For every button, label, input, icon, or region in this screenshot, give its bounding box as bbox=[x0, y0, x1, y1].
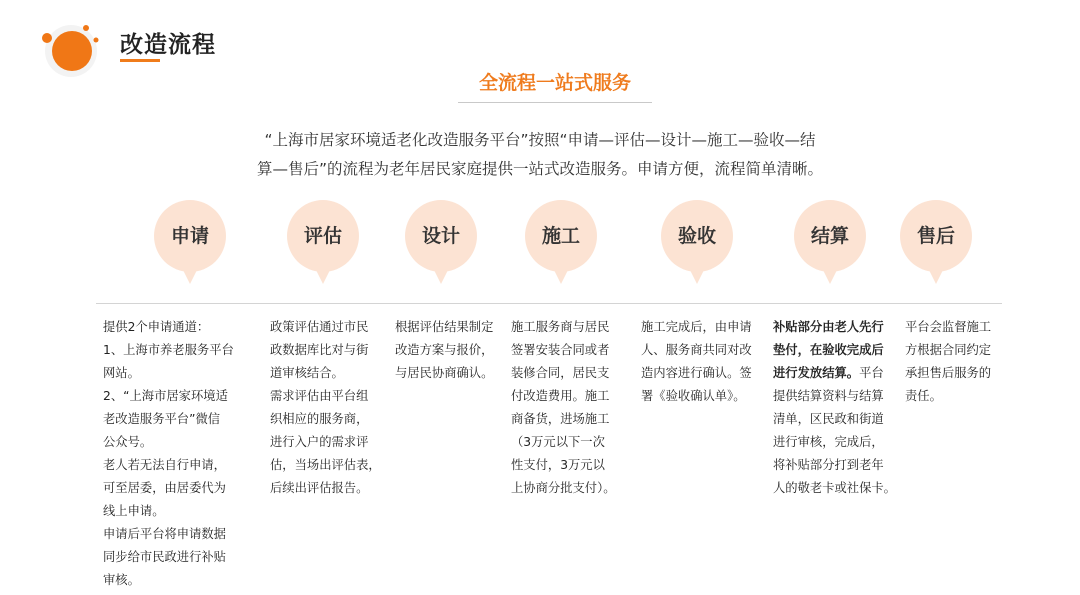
desc-line: 道审核结合。 bbox=[270, 366, 344, 380]
desc-line: 政数据库比对与街 bbox=[270, 343, 369, 357]
desc-line: 签署安装合同或者 bbox=[511, 343, 610, 357]
desc-line-bold: 垫付，在验收完成后 bbox=[773, 343, 884, 357]
desc-line: 进行入户的需求评 bbox=[270, 435, 369, 449]
step-construction bbox=[523, 200, 599, 286]
subtitle: 全流程一站式服务 bbox=[478, 72, 631, 94]
desc-line: 装修合同，居民支 bbox=[511, 366, 610, 380]
step-label: 申请 bbox=[170, 225, 209, 247]
step-assess bbox=[285, 200, 361, 286]
title-underline bbox=[120, 59, 160, 62]
desc-line: 提供2个申请通道： bbox=[103, 320, 210, 334]
step-acceptance bbox=[659, 200, 735, 286]
desc-line: 2、“上海市居家环境适 bbox=[103, 389, 228, 403]
assess-description bbox=[270, 316, 381, 500]
desc-line: 平台会监督施工 bbox=[905, 320, 992, 334]
desc-line: 进行审核，完成后， bbox=[773, 435, 884, 449]
desc-line: 政策评估通过市民 bbox=[270, 320, 369, 334]
desc-line: 申请后平台将申请数据 bbox=[103, 527, 226, 541]
acceptance-description bbox=[641, 316, 752, 408]
desc-line: 方根据合同约定 bbox=[905, 343, 992, 357]
desc-line: 上协商分批支付）。 bbox=[511, 481, 616, 495]
after-sales-description bbox=[905, 316, 991, 408]
desc-line: 将补贴部分打到老年 bbox=[773, 458, 884, 472]
intro-line-2: 算—售后”的流程为老年居民家庭提供一站式改造服务。申请方便，流程简单清晰。 bbox=[256, 160, 824, 178]
desc-line: 性支付，3万元以 bbox=[511, 458, 605, 472]
step-label: 售后 bbox=[916, 225, 955, 247]
step-label: 施工 bbox=[541, 225, 580, 247]
desc-line: 后续出评估报告。 bbox=[270, 481, 369, 495]
desc-line: 责任。 bbox=[905, 389, 942, 403]
desc-line: 同步给市民政进行补贴 bbox=[103, 550, 226, 564]
desc-line: 公众号。 bbox=[103, 435, 153, 449]
step-settlement bbox=[792, 200, 868, 286]
settlement-description bbox=[773, 316, 896, 500]
step-label: 验收 bbox=[677, 225, 716, 247]
desc-line: 可至居委，由居委代为 bbox=[103, 481, 226, 495]
intro-line-1: “上海市居家环境适老化改造服务平台”按照“申请—评估—设计—施工—验收—结 bbox=[264, 131, 816, 149]
desc-line: 付改造费用。施工 bbox=[511, 389, 610, 403]
desc-line: 线上申请。 bbox=[103, 504, 165, 518]
subtitle-divider bbox=[458, 102, 652, 103]
desc-line: 人、服务商共同对改 bbox=[641, 343, 752, 357]
construction-description bbox=[511, 316, 616, 500]
desc-line: 署《验收确认单》。 bbox=[641, 389, 746, 403]
page-title: 改造流程 bbox=[120, 32, 216, 58]
desc-line: 网站。 bbox=[103, 366, 140, 380]
desc-line: 施工服务商与居民 bbox=[511, 320, 610, 334]
step-design bbox=[403, 200, 479, 286]
desc-line: 与居民协商确认。 bbox=[395, 366, 494, 380]
step-label: 结算 bbox=[810, 225, 849, 247]
desc-line: 提供结算资料与结算 bbox=[773, 389, 884, 403]
desc-line: （3万元以下一次 bbox=[511, 435, 605, 449]
desc-line: 清单，区民政和街道 bbox=[773, 412, 884, 426]
desc-line: 老人若无法自行申请， bbox=[103, 458, 226, 472]
desc-line: 老改造服务平台”微信 bbox=[103, 412, 221, 426]
desc-line: 需求评估由平台组 bbox=[270, 389, 369, 403]
desc-line: 审核。 bbox=[103, 573, 140, 587]
timeline-divider bbox=[96, 303, 1002, 304]
apply-description bbox=[103, 316, 234, 592]
desc-line: 估，当场出评估表， bbox=[270, 458, 381, 472]
desc-line-bold: 补贴部分由老人先行 bbox=[773, 320, 884, 334]
step-label: 评估 bbox=[303, 225, 342, 247]
desc-line: 造内容进行确认。签 bbox=[641, 366, 752, 380]
desc-line: 根据评估结果制定 bbox=[395, 320, 494, 334]
desc-line: 1、上海市养老服务平台 bbox=[103, 343, 234, 357]
step-apply bbox=[152, 200, 228, 286]
desc-line: 商备货，进场施工 bbox=[511, 412, 610, 426]
desc-line: 织相应的服务商， bbox=[270, 412, 369, 426]
desc-line: 施工完成后，由申请 bbox=[641, 320, 752, 334]
desc-line: 人的敬老卡或社保卡。 bbox=[773, 481, 896, 495]
design-description bbox=[395, 316, 493, 385]
step-label: 设计 bbox=[421, 225, 460, 247]
step-after-sales bbox=[898, 200, 974, 286]
desc-line: 承担售后服务的 bbox=[905, 366, 992, 380]
desc-line: 改造方案与报价， bbox=[395, 343, 494, 357]
desc-line-bold: 进行发放结算。平台 bbox=[773, 366, 884, 380]
